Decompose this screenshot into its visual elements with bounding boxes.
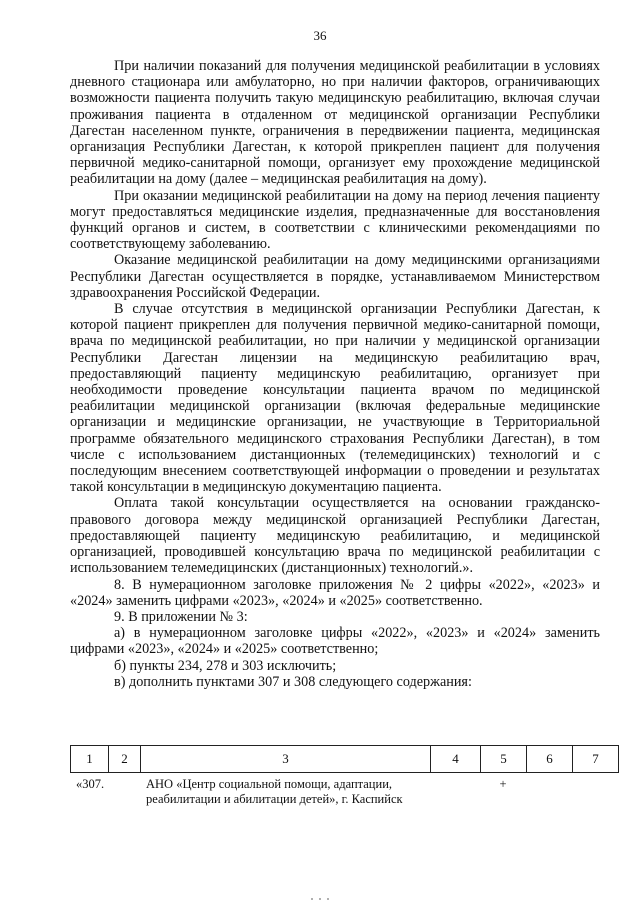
paragraph-home-rehabilitation: При наличии показаний для получения медицинской реабилитации в условиях дневного стационара или амбулаторно, но при наличии факторов, ограничивающих возможности пациента получить такую медицинскую реабилитацию, включая случаи проживания пациента в отдаленном от медицинской организации Республики Дагестан населенном пункте, ограничения в передвижении пациента, медицинская организация Республики Дагестан, к которой прикреплен пациент для получения первичной медико-санитарной помощи, организует ему прохождение медицинской реабилитации на дому (далее – медицинская реабилитация на дому). bbox=[70, 58, 600, 188]
scan-dot bbox=[319, 898, 321, 900]
row-number: «307. bbox=[76, 777, 105, 791]
organization-name-line-2: реабилитации и абилитации детей», г. Каспийск bbox=[146, 792, 403, 806]
paragraph-item-8: 8. В нумерационном заголовке приложения № 2 цифры «2022», «2023» и «2024» заменить цифрами «2023», «2024» и «2025» соответственно. bbox=[70, 576, 600, 609]
header-cell-4: 4 bbox=[431, 746, 481, 773]
row-cell-4 bbox=[430, 773, 480, 807]
appendix-table bbox=[70, 745, 618, 807]
row-cell-5-mark: + bbox=[499, 777, 507, 791]
paragraph-item-9c: в) дополнить пунктами 307 и 308 следующего содержания: bbox=[114, 673, 472, 690]
paragraph-item-9: 9. В приложении № 3: bbox=[114, 608, 248, 625]
organization-name-line-1: АНО «Центр социальной помощи, адаптации, bbox=[146, 777, 393, 791]
header-cell-3: 3 bbox=[141, 746, 431, 773]
paragraph-procedure: Оказание медицинской реабилитации на дому медицинскими организациями Республики Дагестан осуществляется в порядке, устанавливаемом Министерством здравоохранения Российской Федерации. bbox=[70, 252, 600, 301]
body-text bbox=[70, 58, 600, 690]
row-cell-6 bbox=[526, 773, 572, 807]
table-body bbox=[70, 773, 618, 807]
header-cell-7: 7 bbox=[573, 746, 619, 773]
header-cell-2: 2 bbox=[109, 746, 141, 773]
page-number: 36 bbox=[313, 28, 327, 43]
table-header-row bbox=[71, 746, 619, 773]
paragraph-consultation: В случае отсутствия в медицинской организации Республики Дагестан, к которой пациент прикреплен для получения первичной медико-санитарной помощи, врача по медицинской реабилитации, но при наличии у медицинской организации Республики Дагестан лицензии на медицинскую реабилитацию врач, предоставляющий пациенту медицинскую реабилитацию, организует при необходимости проведение консультации пациента врачом по медицинской реабилитации медицинской организации (включая федеральные медицинские организации и медицинские организации, не участвующие в Территориальной программе обязательного медицинского страхования Республики Дагестан), в том числе с использованием дистанционных (телемедицинских) технологий и с последующим внесением соответствующей информации о проведении и результатах такой консультации в медицинскую документацию пациента. bbox=[70, 301, 600, 496]
table-header bbox=[70, 745, 619, 773]
paragraph-item-9a: а) в нумерационном заголовке цифры «2022», «2023» и «2024» заменить цифрами «2023», «2024» и «2025» соответственно; bbox=[70, 625, 600, 658]
paragraph-item-9b: б) пункты 234, 278 и 303 исключить; bbox=[114, 657, 337, 674]
header-cell-6: 6 bbox=[527, 746, 573, 773]
row-cell-7 bbox=[572, 773, 618, 807]
scan-dot bbox=[311, 898, 313, 900]
organization-name bbox=[140, 773, 430, 807]
paragraph-payment: Оплата такой консультации осуществляется на основании гражданско-правового договора между медицинской организацией Республики Дагестан, предоставляющей пациенту медицинскую реабилитацию, и медицинской организацией, проводившей консультацию врача по медицинской реабилитации с использованием телемедицинских (дистанционных) технологий.». bbox=[70, 495, 600, 577]
bottom-scan-artifact bbox=[0, 898, 640, 901]
table-row bbox=[70, 773, 618, 807]
header-cell-5: 5 bbox=[481, 746, 527, 773]
paragraph-medical-devices: При оказании медицинской реабилитации на дому на период лечения пациенту могут предоставляться медицинские изделия, предназначенные для восстановления функций органов и систем, в соответствии с клиническими рекомендациями по соответствующему заболеванию. bbox=[70, 187, 600, 253]
header-cell-1: 1 bbox=[71, 746, 109, 773]
scan-dot bbox=[327, 898, 329, 900]
